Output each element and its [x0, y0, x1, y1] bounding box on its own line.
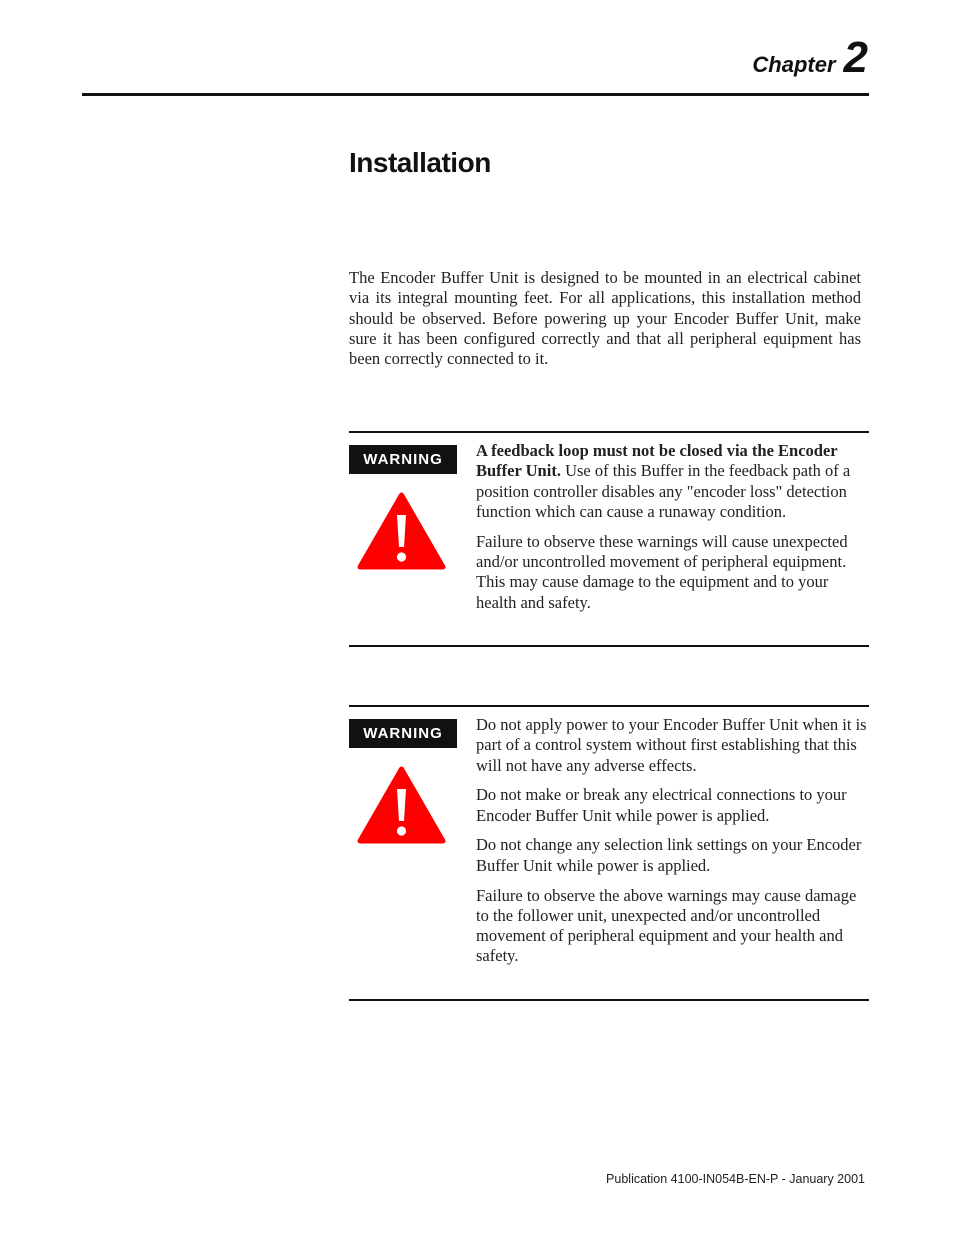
- warning-text: [476, 715, 868, 976]
- warning-bold-lead: A feedback loop must not be closed via the Encoder Buffer Unit.: [476, 441, 838, 481]
- warning-paragraph: [476, 441, 868, 522]
- warning-paragraph: Failure to observe the above warnings may cause damage to the follower unit, unexpected and/or uncontrolled movement of peripheral equipment and your health and safety.: [476, 885, 857, 966]
- warning-text: [476, 441, 868, 622]
- exclamation-triangle-icon: [357, 491, 446, 571]
- chapter-number: 2: [843, 33, 868, 82]
- intro-paragraph: The Encoder Buffer Unit is designed to be mounted in an electrical cabinet via its integral mounting feet. For all applications, this installation method should be observed. Before powering up your Encoder Buffer Unit, make sure it has been configured correctly and that all peripheral equipment has been correctly connected to it.: [349, 268, 861, 369]
- warning-label: WARNING: [349, 719, 457, 748]
- warning-label: WARNING: [349, 445, 457, 474]
- warning-paragraph: Failure to observe these warnings will cause unexpected and/or uncontrolled movement of peripheral equipment. This may cause damage to the equipment and to your health and safety.: [476, 531, 848, 612]
- warning-marker: [349, 445, 457, 571]
- warning-box-power: [349, 705, 869, 1001]
- chapter-label: Chapter: [752, 52, 836, 77]
- warning-marker: [349, 719, 457, 845]
- page-title: Installation: [349, 147, 491, 178]
- warning-paragraph: Do not apply power to your Encoder Buffer Unit when it is part of a control system without first establishing that this will not have any adverse effects.: [476, 715, 867, 775]
- exclamation-triangle-icon: [357, 765, 446, 845]
- warning-paragraph: Do not make or break any electrical connections to your Encoder Buffer Unit while power is applied.: [476, 785, 847, 825]
- warning-paragraph: Do not change any selection link settings on your Encoder Buffer Unit while power is applied.: [476, 835, 862, 875]
- header-divider: [82, 93, 869, 96]
- warning-box-feedback-loop: [349, 431, 869, 647]
- chapter-header: [752, 33, 868, 82]
- warning-lead-rest: Use of this Buffer in the feedback path of a position controller disables any "encoder loss" detection function which can cause a runaway condition.: [476, 461, 851, 521]
- publication-footer: Publication 4100-IN054B-EN-P - January 2001: [606, 1172, 865, 1186]
